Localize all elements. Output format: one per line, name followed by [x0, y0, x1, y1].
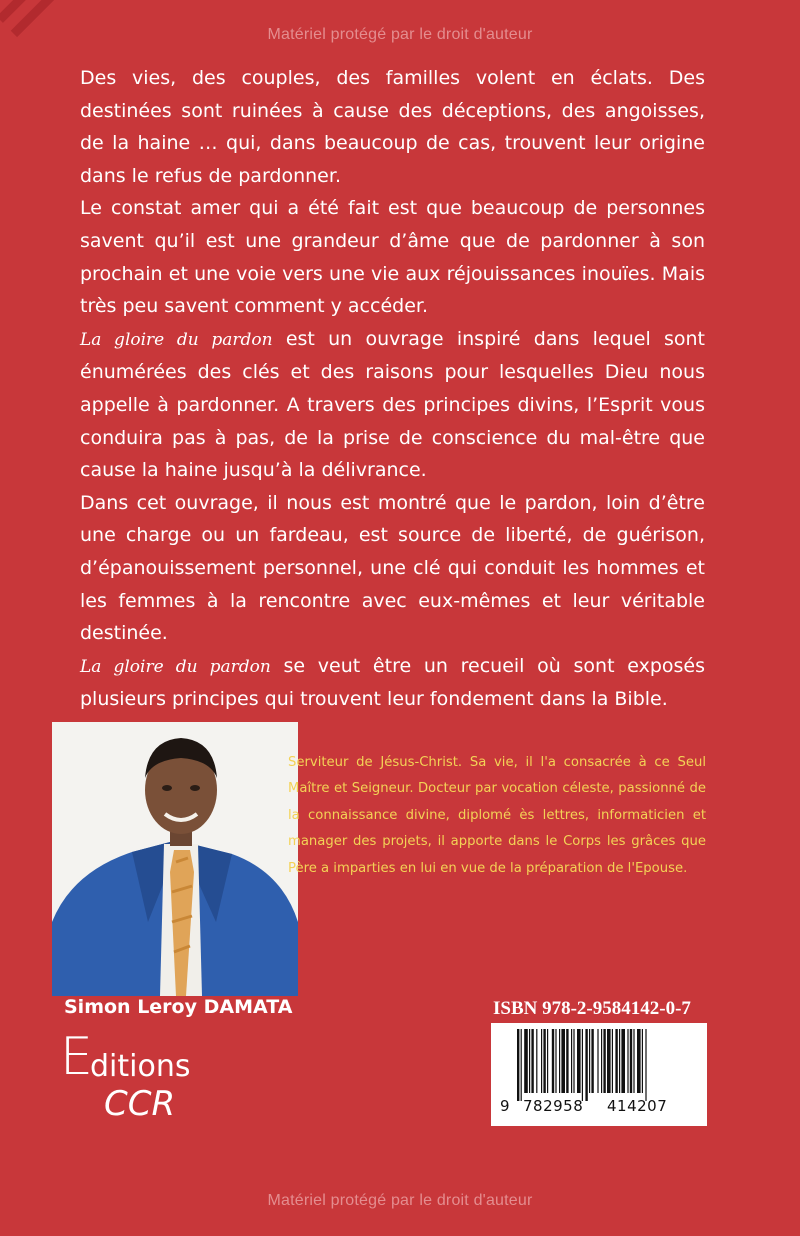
- barcode-digits-right: 414207: [607, 1097, 668, 1115]
- isbn-label: ISBN 978-2-9584142-0-7: [493, 998, 691, 1019]
- copyright-watermark-top: Matériel protégé par le droit d'auteur: [267, 26, 533, 43]
- barcode-bar: [630, 1029, 632, 1093]
- barcode-bar: [603, 1029, 605, 1093]
- barcode-bar: [642, 1029, 643, 1093]
- barcode-bar: [521, 1029, 522, 1101]
- description-text: est un ouvrage inspiré dans lequel sont énumérées des clés et des raisons pour lesquelles Dieu nous appelle à pardonner. A travers des principes divins, l’Esprit vous conduira pas à pas, de la prise de conscience du mal-être que cause la haine jusqu’à la délivrance.: [80, 327, 705, 482]
- publisher-logo-initial: E: [60, 1027, 93, 1087]
- barcode-digits-left: 782958: [523, 1097, 584, 1115]
- barcode-bar: [577, 1029, 581, 1093]
- barcode: [491, 1023, 707, 1126]
- book-description: [80, 62, 705, 716]
- description-paragraph: Le constat amer qui a été fait est que beaucoup de personnes savent qu’il est une grandeur d’âme que de pardonner à son prochain et une voie vers une vie aux réjouissances inouïes. Mais très peu savent comment y accéder.: [80, 197, 705, 318]
- author-photo: [52, 722, 298, 996]
- author-biography: Serviteur de Jésus-Christ. Sa vie, il l'a consacrée à ce Seul Maître et Seigneur. Docteur par vocation céleste, passionné de la connaissance divine, diplomé ès lettres, informaticien et manager des projets, il apporte dans le Corps les grâces que Père a imparties en lui en vue de la préparation de l'Epouse.: [288, 755, 706, 876]
- book-title-inline: La gloire du pardon: [80, 656, 271, 677]
- barcode-bar: [645, 1029, 646, 1101]
- barcode-bar: [555, 1029, 556, 1093]
- barcode-bar: [529, 1029, 530, 1093]
- barcode-bar: [612, 1029, 613, 1093]
- barcode-bar: [517, 1029, 519, 1101]
- author-portrait-illustration: [52, 722, 298, 996]
- barcode-bar: [582, 1029, 583, 1101]
- barcode-bar: [619, 1029, 620, 1093]
- barcode-bar: [627, 1029, 628, 1093]
- book-title-inline: La gloire du pardon: [80, 329, 273, 350]
- barcode-bar: [589, 1029, 590, 1093]
- barcode-bar: [571, 1029, 572, 1093]
- barcode-bar: [566, 1029, 568, 1093]
- barcode-bar: [524, 1029, 528, 1093]
- publisher-logo-acronym: CCR: [104, 1084, 176, 1124]
- barcode-bar: [601, 1029, 602, 1093]
- description-paragraph: [80, 650, 705, 716]
- description-paragraph: Des vies, des couples, des familles volent en éclats. Des destinées sont ruinées à cause des déceptions, des angoisses, de la haine … qui, dans beaucoup de cas, trouvent leur origine dans le refus de pardonner.: [80, 67, 705, 187]
- barcode-bar: [543, 1029, 545, 1093]
- barcode-bar: [547, 1029, 548, 1093]
- publisher-logo-word: ditions: [90, 1049, 191, 1084]
- barcode-bar: [573, 1029, 574, 1093]
- barcode-bar: [561, 1029, 565, 1093]
- barcode-digit-first: 9: [500, 1097, 511, 1115]
- description-paragraph: Dans cet ouvrage, il nous est montré que le pardon, loin d’être une charge ou un fardeau, est source de liberté, de guérison, d’épanouissement personnel, une clé qui conduit les hommes et les femmes à la rencontre avec eux-mêmes et leur véritable destinée.: [80, 491, 705, 645]
- description-text: se veut être un recueil où sont exposés plusieurs principes qui trouvent leur fondement dans la Bible.: [80, 654, 705, 711]
- barcode-bar: [531, 1029, 533, 1093]
- barcode-bar: [607, 1029, 611, 1093]
- barcode-bar: [559, 1029, 560, 1093]
- author-name: Simon Leroy DAMATA: [64, 996, 293, 1018]
- publisher-logo: [60, 1028, 210, 1128]
- barcode-bar: [633, 1029, 634, 1093]
- description-paragraph: [80, 323, 705, 487]
- barcode-bar: [552, 1029, 554, 1093]
- barcode-bar: [615, 1029, 617, 1093]
- barcode-bar: [591, 1029, 593, 1093]
- barcode-bar: [536, 1029, 537, 1093]
- barcode-bar: [585, 1029, 587, 1101]
- barcode-bar: [597, 1029, 598, 1093]
- barcode-bars: [503, 1029, 695, 1101]
- copyright-watermark-bottom: Matériel protégé par le droit d'auteur: [267, 1192, 533, 1209]
- barcode-bar: [541, 1029, 542, 1093]
- barcode-bar: [621, 1029, 625, 1093]
- barcode-bar: [637, 1029, 641, 1093]
